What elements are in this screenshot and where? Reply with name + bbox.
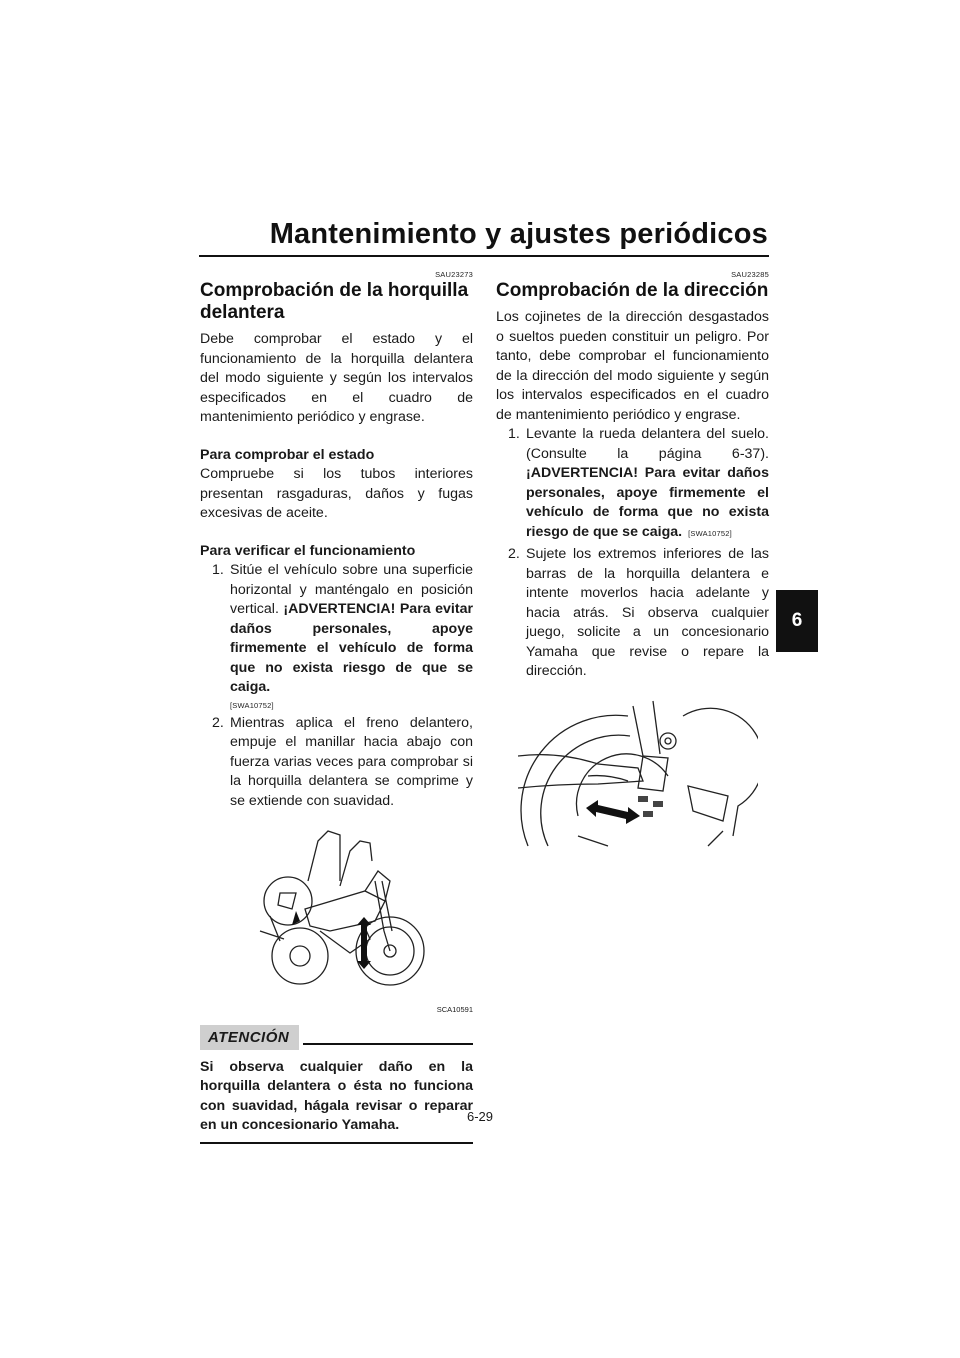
step-text: Mientras aplica el freno delantero, empuje el manillar hacia abajo con fuerza varias veces para comprobar si la horquilla delantera se comprime y se extiende con suavidad. (230, 714, 473, 809)
page-number: 6-29 (466, 1109, 494, 1124)
step-text: Levante la rueda delantera del suelo. (Consulte la página 6-37). (526, 426, 769, 462)
step-text: Sujete los extremos inferiores de las barras de la horquilla delantera e intente moverlos hacia adelante y hacia atrás. Si observa cualquier juego, solicite a un concesionario Yamaha que revise o repare la dirección. (526, 546, 769, 679)
section-heading: Comprobación de la dirección (496, 280, 769, 301)
list-item (200, 714, 473, 812)
figure-code: SCA10591 (436, 1004, 473, 1014)
warning-code: [SWA10752] (688, 528, 732, 538)
condition-paragraph: Compruebe si los tubos interiores presentan rasgaduras, daños y fugas excesivas de aceite. (200, 466, 473, 521)
notice-text: Si observa cualquier daño en la horquilla delantera o ésta no funciona con suavidad, hágala revisar o reparar en un concesionario Yamaha. (200, 1058, 473, 1133)
warning-text: ¡ADVERTENCIA! Para evitar daños personales, apoye firmemente el vehículo de forma que no exista riesgo de que se caiga. (230, 601, 473, 695)
step-number: 1. (212, 562, 224, 578)
steering-steps (496, 425, 769, 682)
step-text: Sitúe el vehículo sobre una superficie horizontal y manténgalo en posición vertical. (230, 562, 473, 617)
title-rule (199, 255, 769, 257)
step-number: 1. (508, 426, 520, 442)
section-heading: Comprobación de la horquilla delantera (200, 280, 469, 323)
chapter-tab[interactable]: 6 (776, 590, 818, 652)
notice-header (200, 1025, 473, 1050)
right-column (496, 270, 769, 864)
notice-rule (303, 1043, 473, 1045)
list-item (200, 561, 473, 711)
list-item (496, 425, 769, 542)
step-number: 2. (508, 546, 520, 562)
warning-code: [SWA10752] (230, 700, 274, 710)
left-column (200, 270, 473, 1144)
operation-steps (200, 561, 473, 811)
subheading-condition: Para comprobar el estado (200, 446, 375, 463)
step-number: 2. (212, 714, 224, 731)
front-wheel-steering-image (518, 696, 758, 856)
page-title: Mantenimiento y ajustes periódicos (269, 218, 768, 250)
section-code: SAU23273 (435, 270, 473, 279)
steering-check-illustration (496, 696, 769, 864)
list-item (496, 545, 769, 682)
notice-label: ATENCIÓN (200, 1025, 299, 1050)
intro-paragraph: Debe comprobar el estado y el funcionamiento de la horquilla delantera del modo siguiente y según los intervalos especificados en el cuadro de mantenimiento periódico y engrase. (200, 331, 473, 425)
subheading-operation: Para verificar el funcionamiento (200, 542, 416, 559)
motorcycle-fork-image (200, 821, 473, 1011)
fork-check-illustration (200, 821, 473, 1019)
notice-end-rule (200, 1142, 473, 1144)
section-code: SAU23285 (731, 270, 769, 279)
warning-text: ¡ADVERTENCIA! Para evitar daños personales, apoye firmemente el vehículo de forma que no exista riesgo de que se caiga. (526, 465, 769, 540)
intro-paragraph: Los cojinetes de la dirección desgastados o sueltos pueden constituir un peligro. Por tanto, debe comprobar el funcionamiento de la dirección del modo siguiente y según los intervalos especificados en el cuadro de mantenimiento periódico y engrase. (496, 309, 769, 423)
